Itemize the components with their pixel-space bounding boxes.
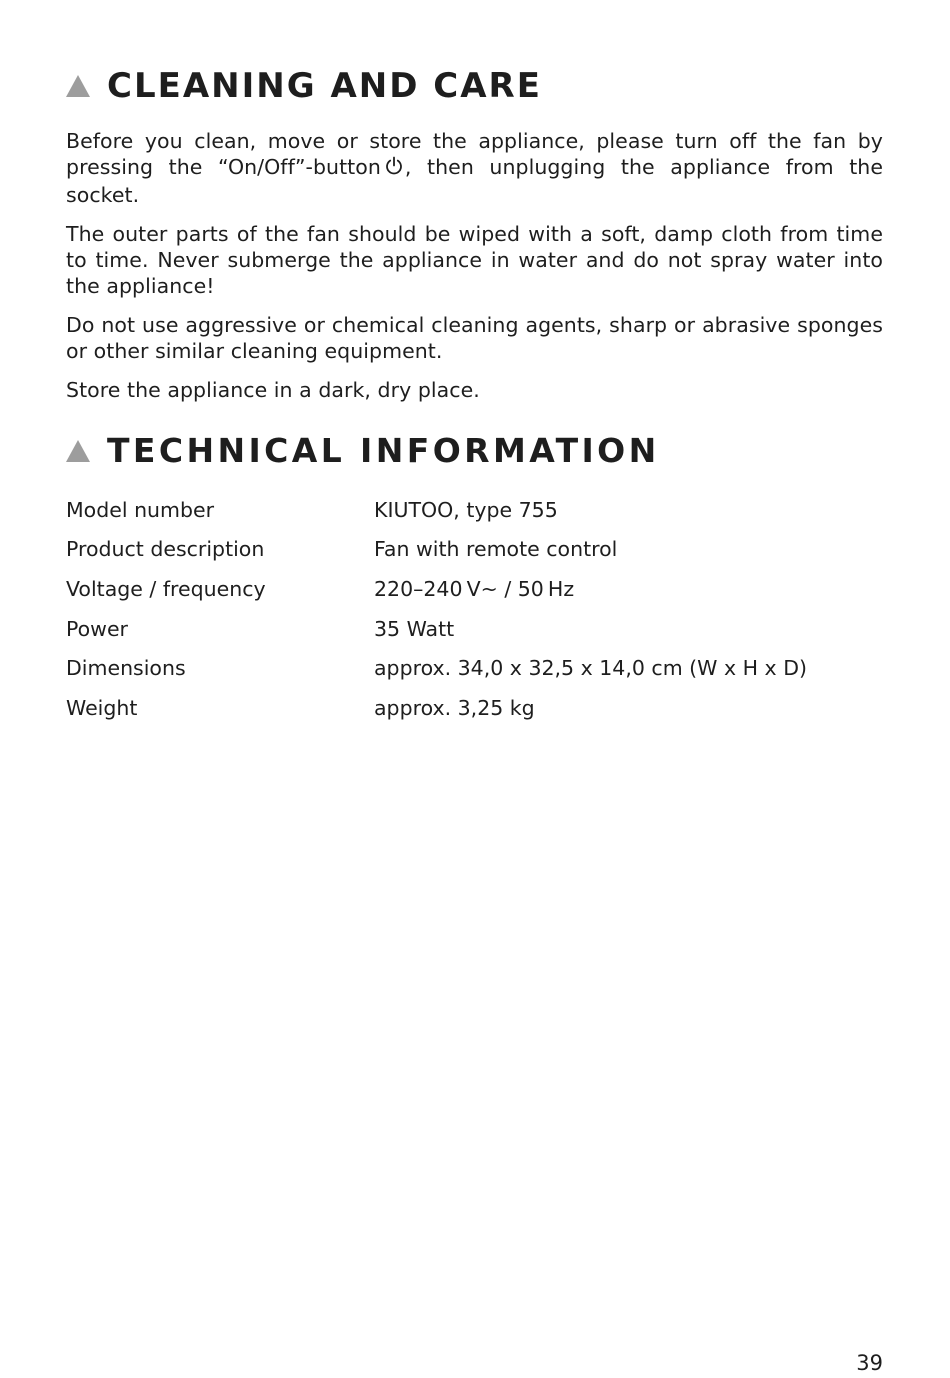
spec-value: approx. 3,25 kg — [374, 695, 535, 720]
spec-row — [66, 688, 883, 728]
cleaning-paragraph-3: Do not use aggressive or chemical cleaning agents, sharp or abrasive sponges or other similar cleaning equipment. — [66, 313, 883, 363]
cleaning-paragraph-1-text-b: , then unplugging the appliance from the socket. — [66, 155, 883, 207]
cleaning-heading — [66, 66, 542, 106]
triangle-marker-icon — [66, 440, 90, 462]
spec-row — [66, 530, 883, 570]
cleaning-title: CLEANING AND CARE — [107, 66, 542, 106]
triangle-marker-icon — [66, 75, 90, 97]
spec-label: Power — [66, 616, 128, 641]
technical-title: TECHNICAL INFORMATION — [107, 431, 660, 470]
spec-row — [66, 490, 883, 530]
spec-label: Voltage / frequency — [66, 576, 266, 601]
spec-value: KIUTOO, type 755 — [374, 497, 558, 522]
spec-value: approx. 34,0 x 32,5 x 14,0 cm (W x H x D) — [374, 656, 807, 681]
spec-table — [66, 490, 883, 728]
spec-label: Model number — [66, 497, 215, 522]
cleaning-paragraph-4: Store the appliance in a dark, dry place. — [66, 378, 480, 402]
spec-row — [66, 569, 883, 609]
spec-value: 220–240 V~ / 50 Hz — [374, 576, 575, 601]
spec-label: Dimensions — [66, 656, 186, 681]
cleaning-paragraph-1-text-a: Before you clean, move or store the appliance, please turn off the fan by pressing the “On/Off”-button — [66, 129, 883, 179]
spec-row — [66, 609, 883, 649]
cleaning-paragraph-2: The outer parts of the fan should be wiped with a soft, damp cloth from time to time. Never submerge the appliance in water and do not spray water into the appliance! — [66, 222, 883, 298]
cleaning-paragraph-1 — [66, 128, 883, 208]
technical-heading — [66, 431, 660, 470]
spec-label: Weight — [66, 695, 138, 720]
cleaning-body — [66, 128, 883, 416]
page-number: 39 — [856, 1351, 883, 1375]
spec-value: 35 Watt — [374, 616, 455, 641]
spec-value: Fan with remote control — [374, 537, 618, 562]
power-icon — [385, 156, 403, 182]
spec-row — [66, 648, 883, 688]
spec-label: Product description — [66, 537, 265, 562]
